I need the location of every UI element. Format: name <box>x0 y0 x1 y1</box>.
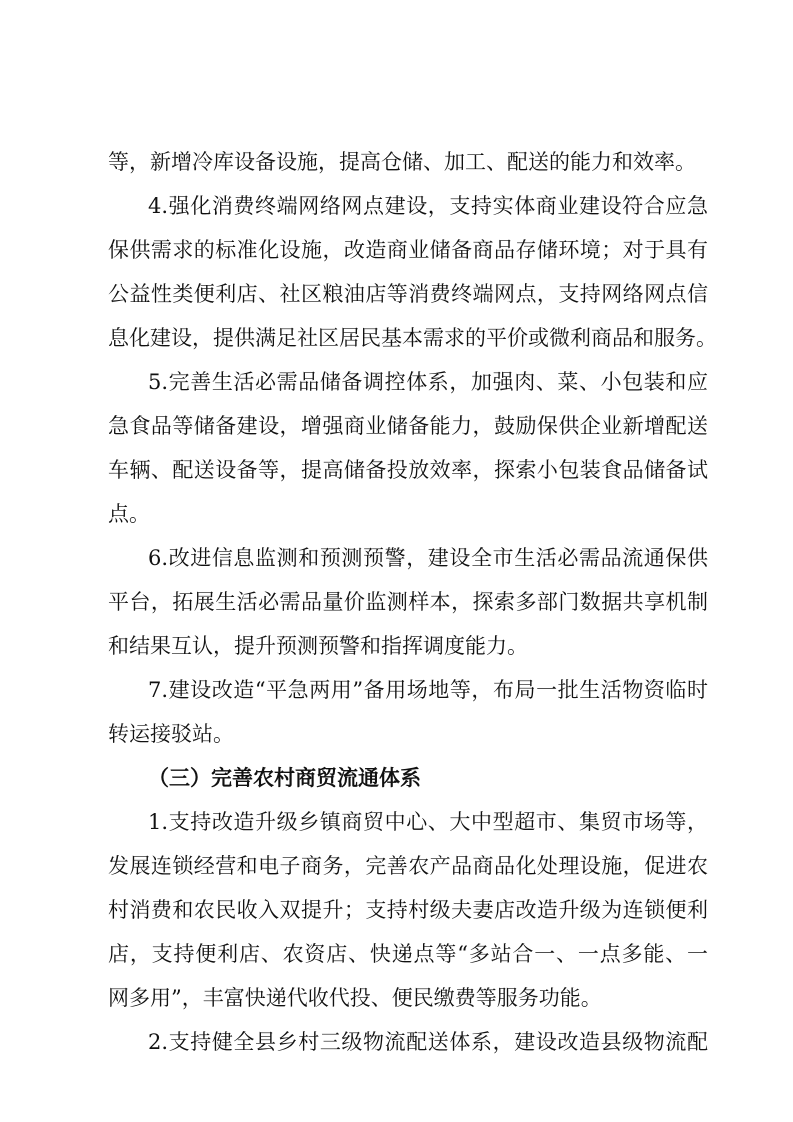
text-line: 平台，拓展生活必需品量价监测样本，探索多部门数据共享机制 <box>108 590 708 614</box>
text-line: 急食品等储备建设，增强商业储备能力，鼓励保供企业新增配送 <box>108 414 708 438</box>
paragraph-start-5: 5.完善生活必需品储备调控体系，加强肉、菜、小包装和应 <box>148 370 708 394</box>
text-line: 网多用”，丰富快递代收代投、便民缴费等服务功能。 <box>108 986 602 1010</box>
text-line: 点。 <box>108 502 150 526</box>
text-line: 店，支持便利店、农资店、快递点等“多站合一、一点多能、一 <box>108 942 708 966</box>
paragraph-start-7: 7.建设改造“平急两用”备用场地等，布局一批生活物资临时 <box>148 678 708 702</box>
text-line: 车辆、配送设备等，提高储备投放效率，探索小包装食品储备试 <box>108 458 708 482</box>
text-line: 息化建设，提供满足社区居民基本需求的平价或微利商品和服务。 <box>108 326 717 350</box>
paragraph-start-1: 1.支持改造升级乡镇商贸中心、大中型超市、集贸市场等， <box>148 810 708 834</box>
paragraph-start-6: 6.改进信息监测和预测预警，建设全市生活必需品流通保供 <box>148 546 708 570</box>
text-line: 公益性类便利店、社区粮油店等消费终端网点，支持网络网点信 <box>108 282 708 306</box>
text-line: 保供需求的标准化设施，改造商业储备商品存储环境；对于具有 <box>108 238 708 262</box>
text-line: 村消费和农民收入双提升；支持村级夫妻店改造升级为连锁便利 <box>108 898 708 922</box>
section-heading: （三）完善农村商贸流通体系 <box>148 766 421 790</box>
paragraph-start-2: 2.支持健全县乡村三级物流配送体系，建设改造县级物流配 <box>148 1030 708 1054</box>
text-line: 转运接驳站。 <box>108 722 234 746</box>
text-line: 发展连锁经营和电子商务，完善农产品商品化处理设施，促进农 <box>108 854 708 878</box>
text-line: 和结果互认，提升预测预警和指挥调度能力。 <box>108 634 528 658</box>
paragraph-start-4: 4.强化消费终端网络网点建设，支持实体商业建设符合应急 <box>148 194 708 218</box>
text-line: 等，新增冷库设备设施，提高仓储、加工、配送的能力和效率。 <box>108 150 696 174</box>
